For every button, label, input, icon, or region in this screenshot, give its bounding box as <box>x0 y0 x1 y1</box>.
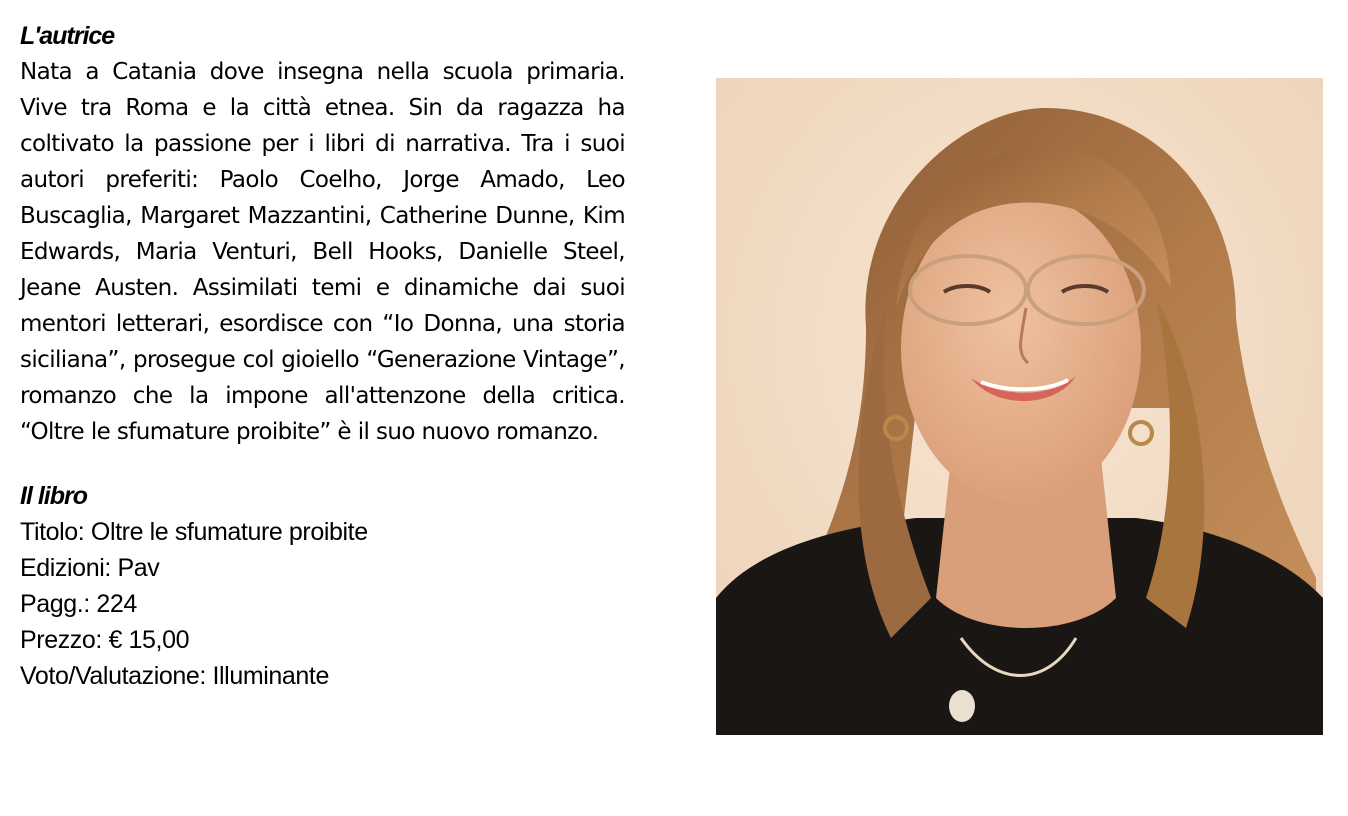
author-photo <box>716 78 1323 735</box>
text-column <box>20 18 625 694</box>
book-pages-line: Pagg.: 224 <box>20 590 137 618</box>
book-publisher-line: Edizioni: Pav <box>20 554 160 582</box>
book-title-line: Titolo: Oltre le sfumature proibite <box>20 518 368 546</box>
book-price-line: Prezzo: € 15,00 <box>20 626 190 654</box>
author-portrait-image <box>716 78 1323 735</box>
book-heading: Il libro <box>20 482 87 510</box>
section-spacer <box>20 450 625 478</box>
author-bio: Nata a Catania dove insegna nella scuola primaria. Vive tra Roma e la città etnea. Sin da ragazza ha coltivato la passione per i libri di narrativa. Tra i suoi autori preferiti: Paolo Coelho, Jorge Amado, Leo Buscaglia, Margaret Mazzantini, Catherine Dunne, Kim Edwards, Maria Venturi, Bell Hooks, Danielle Steel, Jeane Austen. Assimilati temi e dinamiche dai suoi mentori letterari, esordisce con “Io Donna, una storia siciliana”, prosegue col gioiello “Generazione Vintage”, romanzo che la impone all'attenzone della critica. “Oltre le sfumature proibite” è il suo nuovo romanzo. <box>20 59 625 445</box>
author-heading: L'autrice <box>20 22 115 50</box>
book-rating-line: Voto/Valutazione: Illuminante <box>20 662 329 690</box>
